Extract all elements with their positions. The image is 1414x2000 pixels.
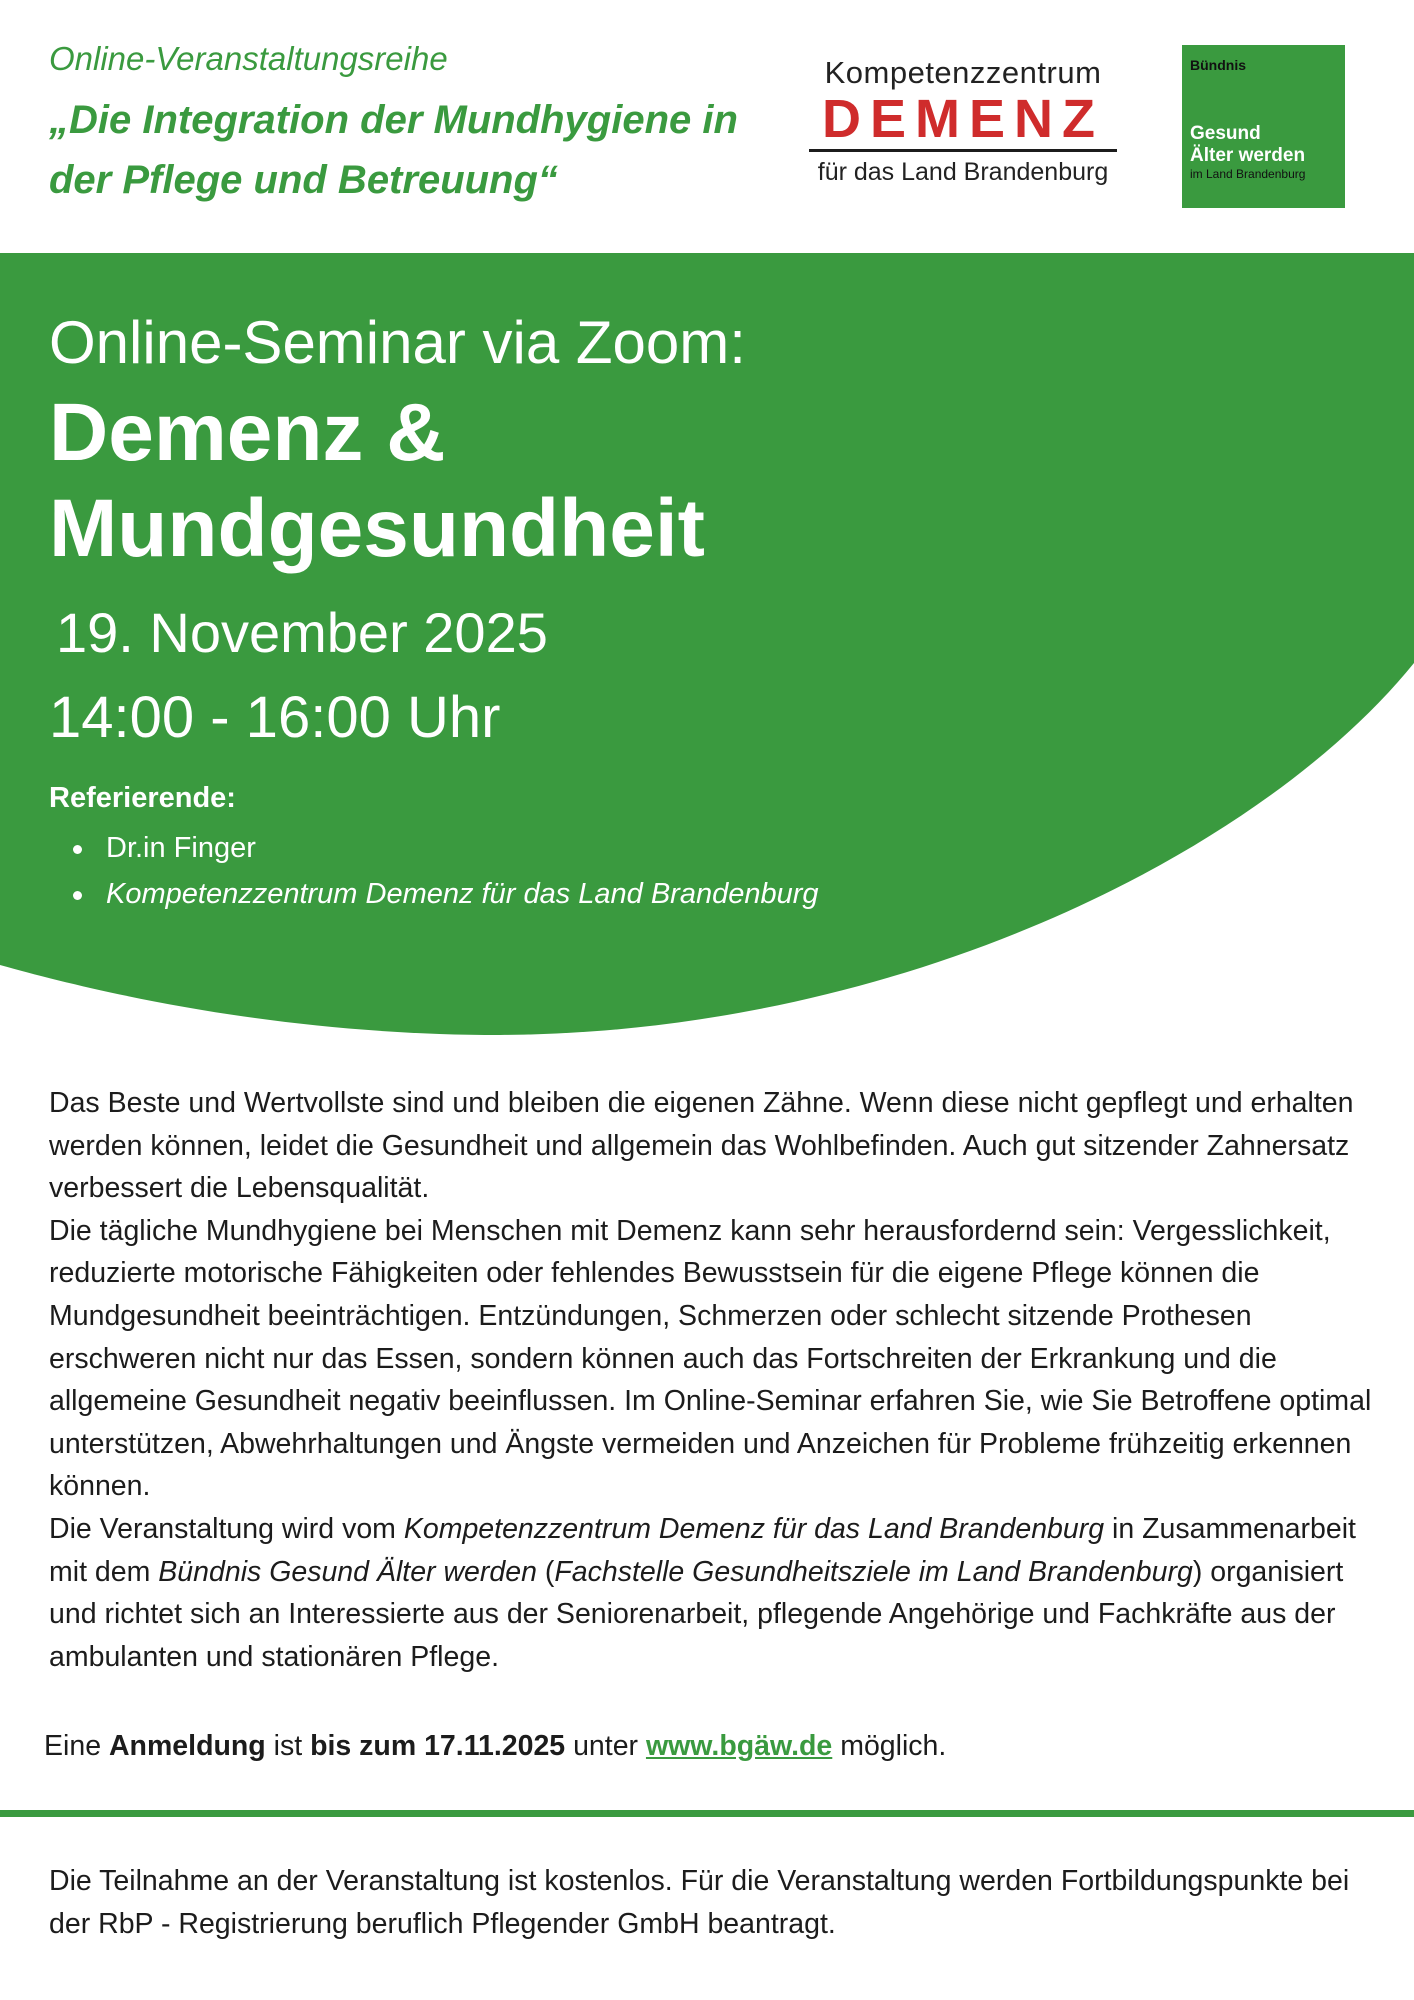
seminar-type: Online-Seminar via Zoom: (49, 309, 746, 376)
series-title: „Die Integration der Mundhygiene in der Pflege und Betreuung“ (49, 98, 738, 202)
p3-buendnis: Bündnis Gesund Älter werden (158, 1555, 537, 1588)
description-paragraph-3 (49, 1508, 1379, 1678)
event-date: 19. November 2025 (56, 601, 548, 664)
registration-text: Eine (44, 1730, 109, 1762)
buendnis-logo-line3: im Land Brandenburg (1190, 167, 1306, 181)
logo-rule (809, 149, 1117, 152)
description-paragraph-1: Das Beste und Wertvollste sind und bleiben die eigenen Zähne. Wenn diese nicht gepflegt und erhalten werden können, leidet die Gesundheit und allgemein das Wohlbefinden. Auch gut sitzender Zahnersatz verbessert die Lebensqualität. (49, 1087, 1354, 1205)
registration-text: möglich. (832, 1730, 947, 1762)
kompetenzzentrum-demenz-logo (803, 55, 1123, 187)
footer-divider (0, 1810, 1414, 1817)
registration-text: unter (565, 1730, 646, 1762)
registration-note (44, 1730, 946, 1763)
registration-deadline: bis zum 17.11.2025 (310, 1730, 566, 1762)
seminar-title (49, 385, 949, 577)
registration-bold: Anmeldung (108, 1730, 266, 1762)
seminar-title-line2: Mundgesundheit (49, 483, 705, 574)
logo-line-demenz: DEMENZ (822, 89, 1104, 149)
buendnis-gesund-aelter-werden-logo (1182, 45, 1345, 208)
footer-note: Die Teilnahme an der Veranstaltung ist kostenlos. Für die Veranstaltung werden Fortbildungspunkte bei der RbP - Registrierung beruflich Pflegender GmbH beantragt. (49, 1865, 1350, 1940)
series-label: Online-Veranstaltungsreihe (49, 40, 448, 77)
description (49, 1082, 1379, 1678)
speakers-label: Referierende: (49, 782, 236, 814)
speakers-list (49, 825, 819, 917)
registration-link[interactable]: www.bgäw.de (645, 1730, 833, 1762)
buendnis-logo-line1: Bündnis (1190, 57, 1246, 73)
logo-line-brandenburg: für das Land Brandenburg (817, 158, 1109, 186)
p3-kompetenzzentrum: Kompetenzzentrum Demenz für das Land Brandenburg (403, 1512, 1105, 1545)
p3-text: in Zusammenarbeit mit dem (49, 1512, 1356, 1588)
p3-text: ) organisiert und richtet sich an Interessierte aus der Seniorenarbeit, pflegende Angehörige und Fachkräfte aus der ambulanten und stationären Pflege. (49, 1555, 1344, 1673)
buendnis-logo-line2 (1190, 123, 1337, 167)
buendnis-logo-aelter-werden: Älter werden (1190, 145, 1306, 166)
buendnis-logo-gesund: Gesund (1190, 123, 1261, 144)
p3-text: ( (536, 1555, 555, 1588)
seminar-title-line1: Demenz & (49, 387, 446, 478)
logo-line-kompetenzzentrum: Kompetenzzentrum (824, 55, 1102, 90)
registration-text: ist (265, 1730, 311, 1762)
description-paragraph-2: Die tägliche Mundhygiene bei Menschen mit Demenz kann sehr herausfordernd sein: Vergesslichkeit, reduzierte motorische Fähigkeiten oder fehlendes Bewusstsein für die eigene Pflege können die Mundgesundheit beeinträchtigen. Entzündungen, Schmerzen oder schlecht sitzende Prothesen erschweren nicht nur das Essen, sondern können auch das Fortschreiten der Erkrankung und die allgemeine Gesundheit negativ beeinflussen. Im Online-Seminar erfahren Sie, wie Sie Betroffene optimal unterstützen, Abwehrhaltungen und Ängste vermeiden und Anzeichen für Probleme frühzeitig erkennen können. (49, 1214, 1372, 1503)
p3-text: Die Veranstaltung wird vom (49, 1512, 404, 1545)
p3-fachstelle: Fachstelle Gesundheitsziele im Land Brandenburg (554, 1555, 1193, 1588)
speaker-item: Dr.in Finger (49, 825, 819, 871)
speaker-item: Kompetenzzentrum Demenz für das Land Brandenburg (49, 871, 819, 917)
event-time: 14:00 - 16:00 Uhr (49, 685, 501, 750)
